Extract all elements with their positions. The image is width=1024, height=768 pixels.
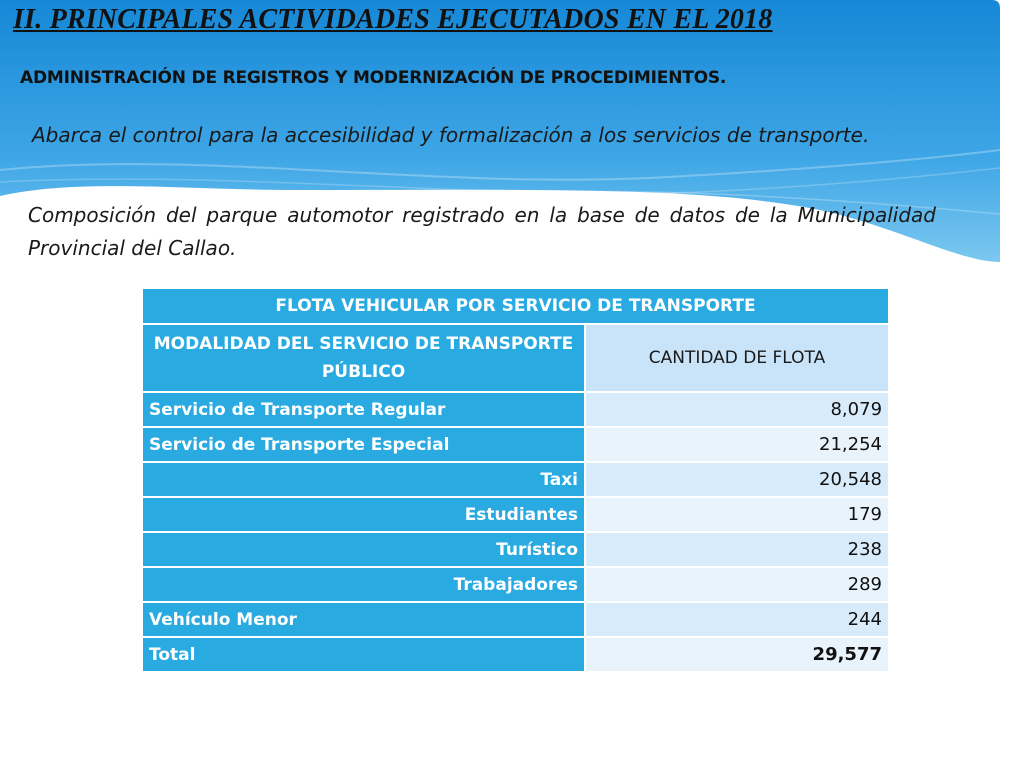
row-label: Servicio de Transporte Especial (143, 428, 584, 461)
table-title: FLOTA VEHICULAR POR SERVICIO DE TRANSPORTE (143, 289, 888, 323)
row-value: 238 (586, 533, 888, 566)
row-value: 29,577 (586, 638, 888, 671)
table-row (143, 428, 888, 461)
row-label: Trabajadores (143, 568, 584, 601)
column-header-cantidad: CANTIDAD DE FLOTA (586, 325, 888, 391)
row-value: 21,254 (586, 428, 888, 461)
table-row (143, 638, 888, 671)
table-row (143, 463, 888, 496)
row-label: Vehículo Menor (143, 603, 584, 636)
slide-title: II. PRINCIPALES ACTIVIDADES EJECUTADOS EN EL 2018 (13, 4, 773, 35)
row-label: Estudiantes (143, 498, 584, 531)
row-value: 244 (586, 603, 888, 636)
row-label: Servicio de Transporte Regular (143, 393, 584, 426)
table-row (143, 603, 888, 636)
fleet-table (141, 287, 890, 673)
row-value: 8,079 (586, 393, 888, 426)
row-value: 289 (586, 568, 888, 601)
row-label: Turístico (143, 533, 584, 566)
slide-subtitle: ADMINISTRACIÓN DE REGISTROS Y MODERNIZACIÓN DE PROCEDIMIENTOS. (20, 68, 727, 88)
table-header-row (143, 325, 888, 391)
table-row (143, 393, 888, 426)
table-caption-row (143, 289, 888, 323)
table-row (143, 533, 888, 566)
column-header-modalidad: MODALIDAD DEL SERVICIO DE TRANSPORTE PÚBLICO (143, 325, 584, 391)
row-label: Taxi (143, 463, 584, 496)
table-row (143, 498, 888, 531)
row-label: Total (143, 638, 584, 671)
composition-text: Composición del parque automotor registrado en la base de datos de la Municipalidad Provincial del Callao. (28, 203, 936, 260)
row-value: 20,548 (586, 463, 888, 496)
table-row (143, 568, 888, 601)
row-value: 179 (586, 498, 888, 531)
description-text: Abarca el control para la accesibilidad y formalización a los servicios de transporte. (32, 123, 870, 147)
